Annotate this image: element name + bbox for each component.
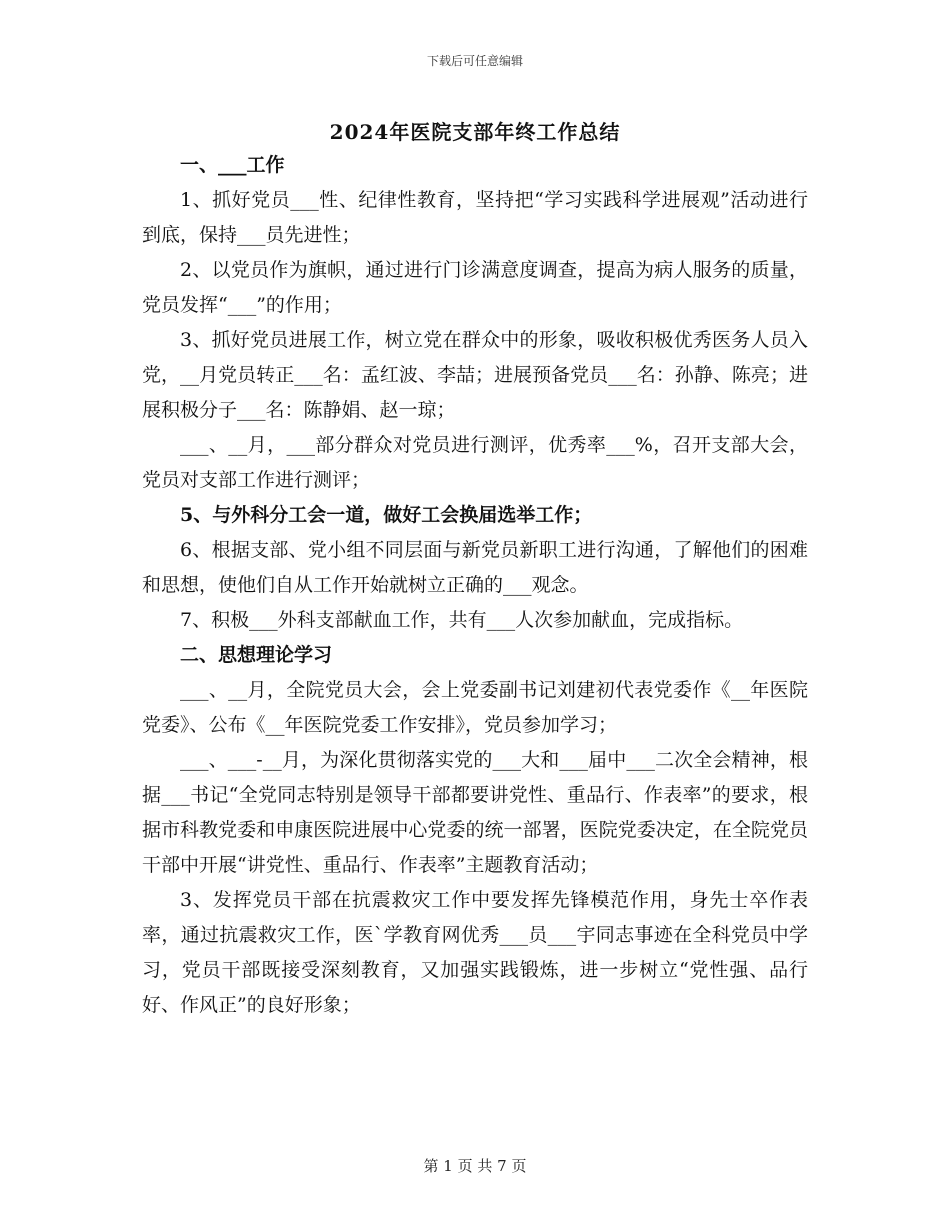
section-heading-1: 一、___工作 <box>180 154 285 176</box>
paragraph: 3、发挥党员干部在抗震救灾工作中要发挥先锋模范作用，身先士卒作表率，通过抗震救灾工作，医`学教育网优秀___员___宇同志事迹在全科党员中学习，党员干部既接受深刻教育，又加强实践锻炼，进一步树立“党性强、品行好、作风正”的良好形象； <box>142 889 808 1016</box>
paragraph: 7、积极___外科支部献血工作，共有___人次参加献血，完成指标。 <box>180 609 744 631</box>
paragraph: ___、__月，全院党员大会，会上党委副书记刘建初代表党委作《__年医院党委》、公布《__年医院党委工作安排》，党员参加学习； <box>142 679 808 736</box>
paragraph: 1、抓好党员___性、纪律性教育，坚持把“学习实践科学进展观”活动进行到底，保持___员先进性； <box>142 189 808 246</box>
paragraph: ___、__月，___部分群众对党员进行测评，优秀率___%，召开支部大会，党员对支部工作进行测评； <box>142 434 808 491</box>
paragraph: 2、以党员作为旗帜，通过进行门诊满意度调查，提高为病人服务的质量，党员发挥“___”的作用； <box>142 259 808 316</box>
document-body <box>142 148 808 1023</box>
paragraph: 3、抓好党员进展工作，树立党在群众中的形象，吸收积极优秀医务人员入党，__月党员转正___名：孟红波、李喆；进展预备党员___名：孙静、陈亮；进展积极分子___名：陈静娟、赵一琼； <box>142 329 808 421</box>
bold-paragraph: 5、与外科分工会一道，做好工会换届选举工作； <box>180 504 593 526</box>
section-heading-2: 二、思想理论学习 <box>180 644 333 666</box>
page-number: 第 1 页 共 7 页 <box>423 1157 527 1175</box>
paragraph: 6、根据支部、党小组不同层面与新党员新职工进行沟通，了解他们的困难和思想，使他们自从工作开始就树立正确的___观念。 <box>142 539 808 596</box>
document-title: 2024年医院支部年终工作总结 <box>329 120 621 144</box>
page-header-note: 下载后可任意编辑 <box>426 54 523 68</box>
paragraph: ___、___-__月，为深化贯彻落实党的___大和___届中___二次全会精神，根据___书记“全党同志特别是领导干部都要讲党性、重品行、作表率”的要求，根据市科教党委和申康医院进展中心党委的统一部署，医院党委决定，在全院党员干部中开展“讲党性、重品行、作表率”主题教育活动； <box>142 749 808 876</box>
